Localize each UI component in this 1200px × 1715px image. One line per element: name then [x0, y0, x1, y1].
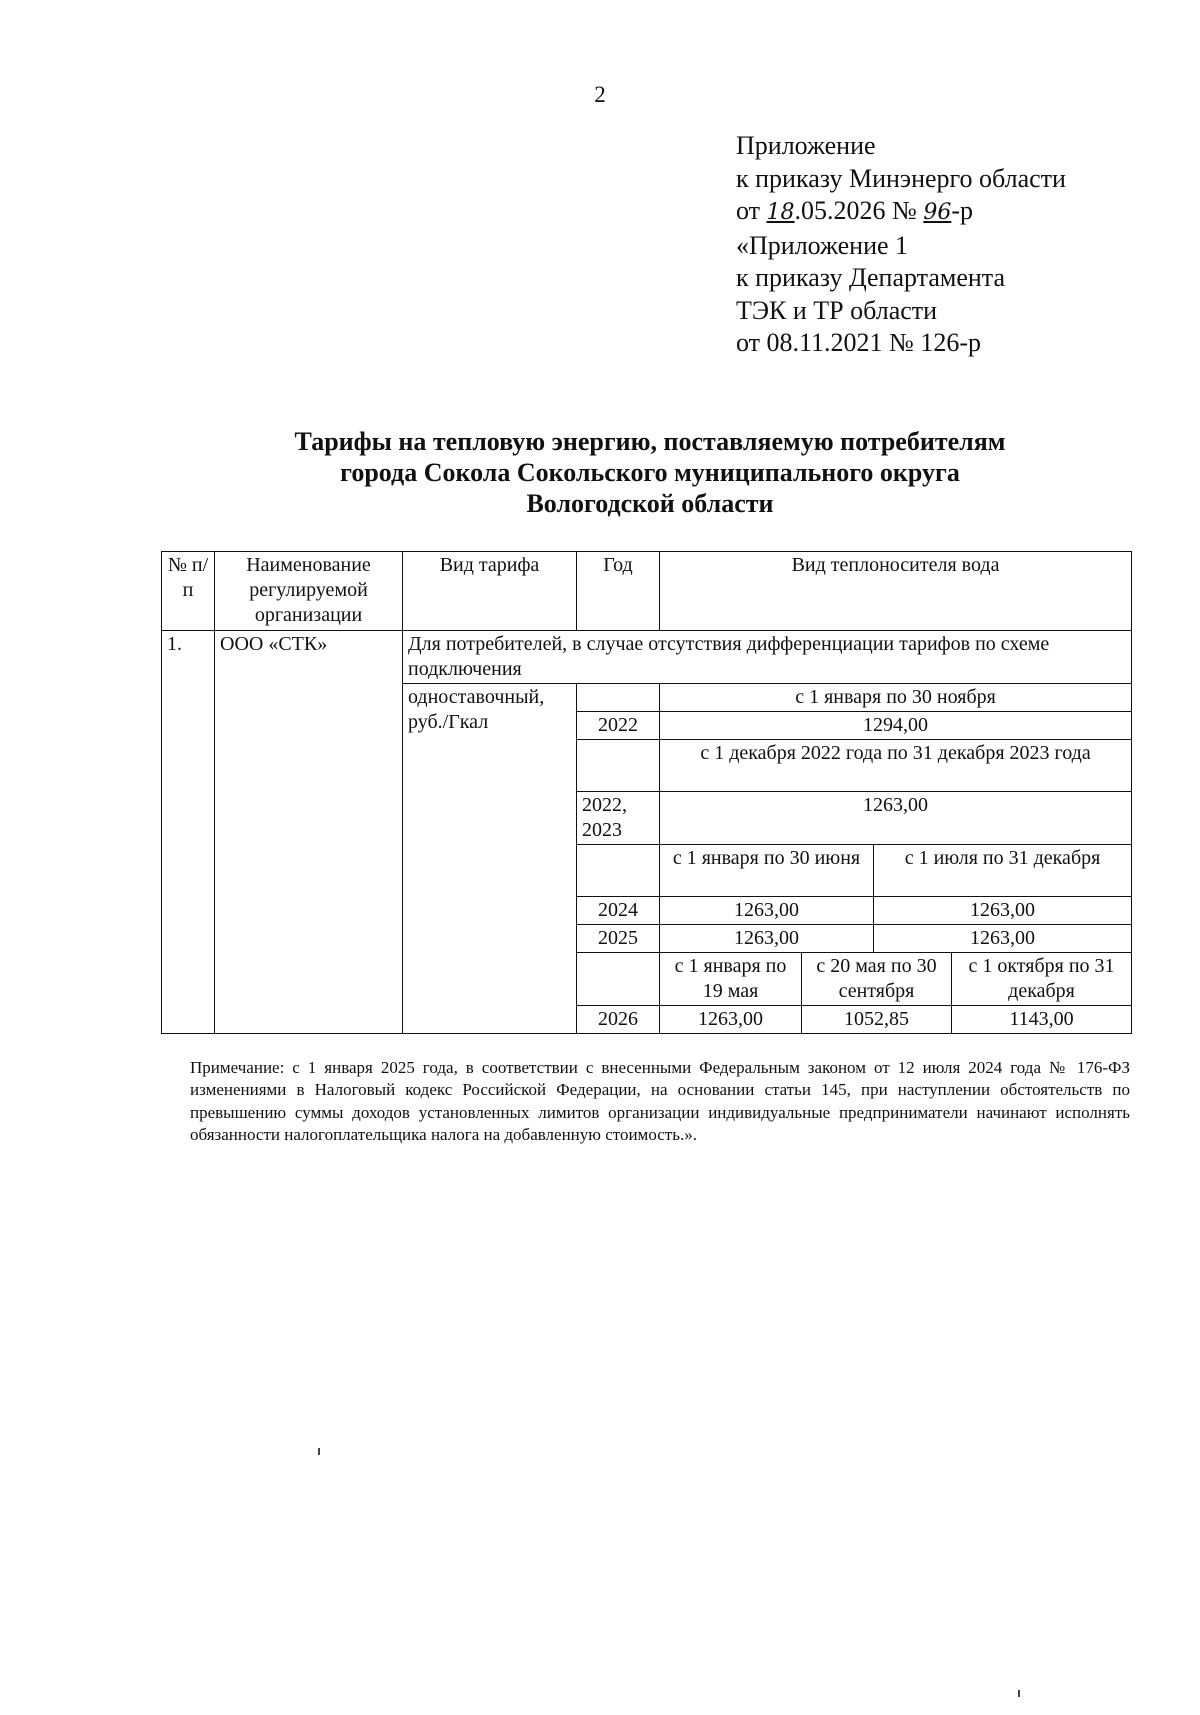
table-row: [162, 631, 1132, 684]
appendix-line-2: к приказу Минэнерго области: [736, 163, 1066, 193]
title-line-1: Тарифы на тепловую энергию, поставляемую потребителям: [294, 427, 1006, 456]
appendix-order-suffix: -р: [951, 196, 974, 225]
appendix-line-5: к приказу Департамента: [736, 263, 1006, 292]
value-2026-3: 1143,00: [952, 1006, 1132, 1034]
year-cell-empty: [577, 684, 660, 712]
appendix-block: [736, 130, 1066, 360]
footnote: Примечание: с 1 января 2025 года, в соответствии с внесенными Федеральным законом от 12 июля 2024 года № 176-ФЗ изменениями в Налоговый кодекс Российской Федерации, на основании статьи 145, при наступлении обстоятельств по превышению суммы доходов установленных лимитов организации индивидуальные предприниматели начинают исполнять обязанности налогоплательщика налога на добавленную стоимость.».: [190, 1058, 1130, 1145]
appendix-line-7: от 08.11.2021 № 126-р: [736, 328, 982, 357]
value-2025-h2: 1263,00: [874, 925, 1132, 953]
year-2025: 2025: [577, 925, 660, 953]
appendix-date-prefix: от: [736, 196, 767, 225]
title-line-2: города Сокола Сокольского муниципального округа: [340, 458, 960, 487]
handwritten-day: 18: [766, 200, 795, 225]
period-second-half: с 1 июля по 31 декабря: [874, 845, 1132, 897]
title-line-3: Вологодской области: [526, 489, 774, 518]
period-2026-2: с 20 мая по 30 сентября: [802, 953, 952, 1006]
tariff-kind: одноставочный, руб./Гкал: [403, 684, 577, 1034]
period-2022: с 1 января по 30 ноября: [660, 684, 1132, 712]
appendix-date-mid: .05.2026 №: [794, 196, 924, 225]
header-carrier: Вид теплоносителя вода: [660, 552, 1132, 631]
period-2022-2023: с 1 декабря 2022 года по 31 декабря 2023 года: [660, 740, 1132, 792]
scan-speck: [1018, 1690, 1020, 1697]
row-number: 1.: [162, 631, 215, 1034]
year-2022: 2022: [577, 712, 660, 740]
header-tariff-type: Вид тарифа: [403, 552, 577, 631]
header-org: Наименование регулируемой организации: [215, 552, 403, 631]
period-2026-1: с 1 января по 19 мая: [660, 953, 802, 1006]
appendix-line-4: «Приложение 1: [736, 230, 909, 260]
year-2024: 2024: [577, 897, 660, 925]
year-cell-empty: [577, 845, 660, 897]
value-2026-2: 1052,85: [802, 1006, 952, 1034]
table-header-row: [162, 552, 1132, 631]
header-num: № п/п: [162, 552, 215, 631]
header-year: Год: [577, 552, 660, 631]
document-title: [0, 426, 1200, 519]
scan-speck: [318, 1448, 320, 1455]
value-2022: 1294,00: [660, 712, 1132, 740]
year-cell-empty: [577, 740, 660, 792]
value-2024-h2: 1263,00: [874, 897, 1132, 925]
period-2026-3: с 1 октября по 31 декабря: [952, 953, 1132, 1006]
tariff-table: [161, 551, 1132, 1034]
value-2026-1: 1263,00: [660, 1006, 802, 1034]
value-2024-h1: 1263,00: [660, 897, 874, 925]
period-first-half: с 1 января по 30 июня: [660, 845, 874, 897]
value-2022-2023: 1263,00: [660, 792, 1132, 845]
handwritten-order-number: 96: [923, 200, 952, 225]
consumers-note: Для потребителей, в случае отсутствия дифференциации тарифов по схеме подключения: [403, 631, 1132, 684]
year-2022-2023: 2022, 2023: [577, 792, 660, 845]
appendix-line-3: [736, 195, 1066, 230]
value-2025-h1: 1263,00: [660, 925, 874, 953]
org-name: ООО «СТК»: [215, 631, 403, 1034]
year-cell-empty: [577, 953, 660, 1006]
appendix-line-1: Приложение: [736, 131, 876, 160]
year-2026: 2026: [577, 1006, 660, 1034]
page-number: 2: [594, 82, 606, 107]
appendix-line-6: ТЭК и ТР области: [736, 295, 938, 325]
